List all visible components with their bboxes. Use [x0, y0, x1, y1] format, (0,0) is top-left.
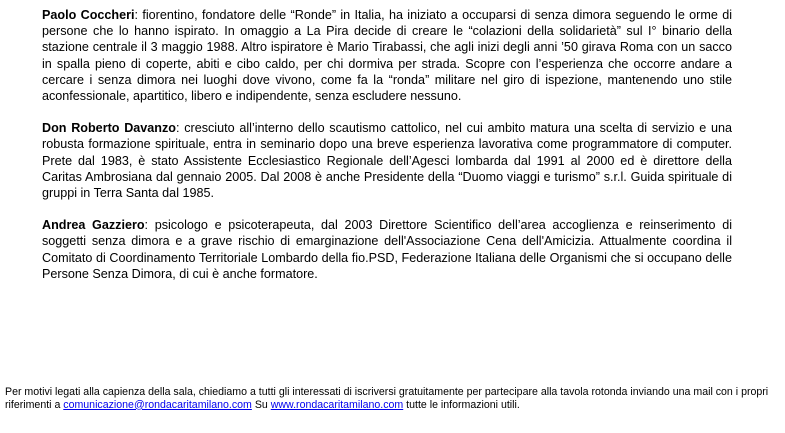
bio-andrea-gazziero [42, 217, 732, 282]
bio-name: Don Roberto Davanzo [42, 121, 176, 136]
registration-note [5, 386, 780, 411]
bio-name: Paolo Coccheri [42, 8, 135, 22]
bio-text: : fiorentino, fondatore delle “Ronde” in Italia, ha iniziato a occuparsi di senza dimora seguendo le orme di persone che lo hanno ispirato. In omaggio a La Pira decide di creare le “colazioni della solidarietà” sul I° binario della stazione centrale il 3 maggio 1988. Altro ispiratore è Mario Tirabassi, che agli inizi degli anni ’50 girava Roma con un sacco in spalla pieno di coperte, abiti e cibo caldo, per chi dormiva per strada. Scopre con l’esperienza che occorre andare a cercare i senza dimora nei luoghi dove vivono, come fa la “ronda” militare nel giro di ispezione, mantenendo uno stile aconfessionale, apartitico, libero e indipendente, senza escludere nessuno. [42, 8, 732, 104]
footer-text-before: Per motivi legati alla capienza della sala, chiediamo a tutti gli interessati di iscriversi gratuitamente per partecipare alla tavola rotonda inviando una mail con i propri riferimenti a [5, 386, 769, 411]
bios-section [42, 7, 732, 298]
footer-text-after: tutte le informazioni utili. [403, 398, 520, 411]
footer-text-middle: Su [251, 398, 271, 411]
website-link[interactable]: www.rondacaritamilano.com [270, 398, 404, 411]
bio-text: : cresciuto all’interno dello scautismo cattolico, nel cui ambito matura una scelta di servizio e una robusta formazione spirituale, entra in seminario dopo una breve esperienza lavorativa come programmatore di computer. Prete dal 1983, è stato Assistente Ecclesiastico Regionale dell’Agesci lombarda dal 1991 al 2000 ed è direttore della Caritas Ambrosiana dal gennaio 2005. Dal 2008 è anche Presidente della “Duomo viaggi e turismo” s.r.l. Guida spirituale di gruppi in Terra Santa dal 1985. [42, 121, 732, 201]
bio-roberto-davanzo [42, 120, 732, 201]
bio-name: Andrea Gazziero [42, 218, 145, 233]
bio-paolo-coccheri [42, 7, 732, 104]
bio-text: : psicologo e psicoterapeuta, dal 2003 Direttore Scientifico dell’area accoglienza e reinserimento di soggetti senza dimora e a grave rischio di emarginazione dell'Associazione Cena dell'Amicizia. Attualmente coordina il Comitato di Coordinamento Territoriale Lombardo della fio.PSD, Federazione Italiana delle Organismi che si occupano delle Persone Senza Dimora, di cui è anche formatore. [42, 218, 732, 281]
email-link[interactable]: comunicazione@rondacaritamilano.com [63, 398, 252, 411]
